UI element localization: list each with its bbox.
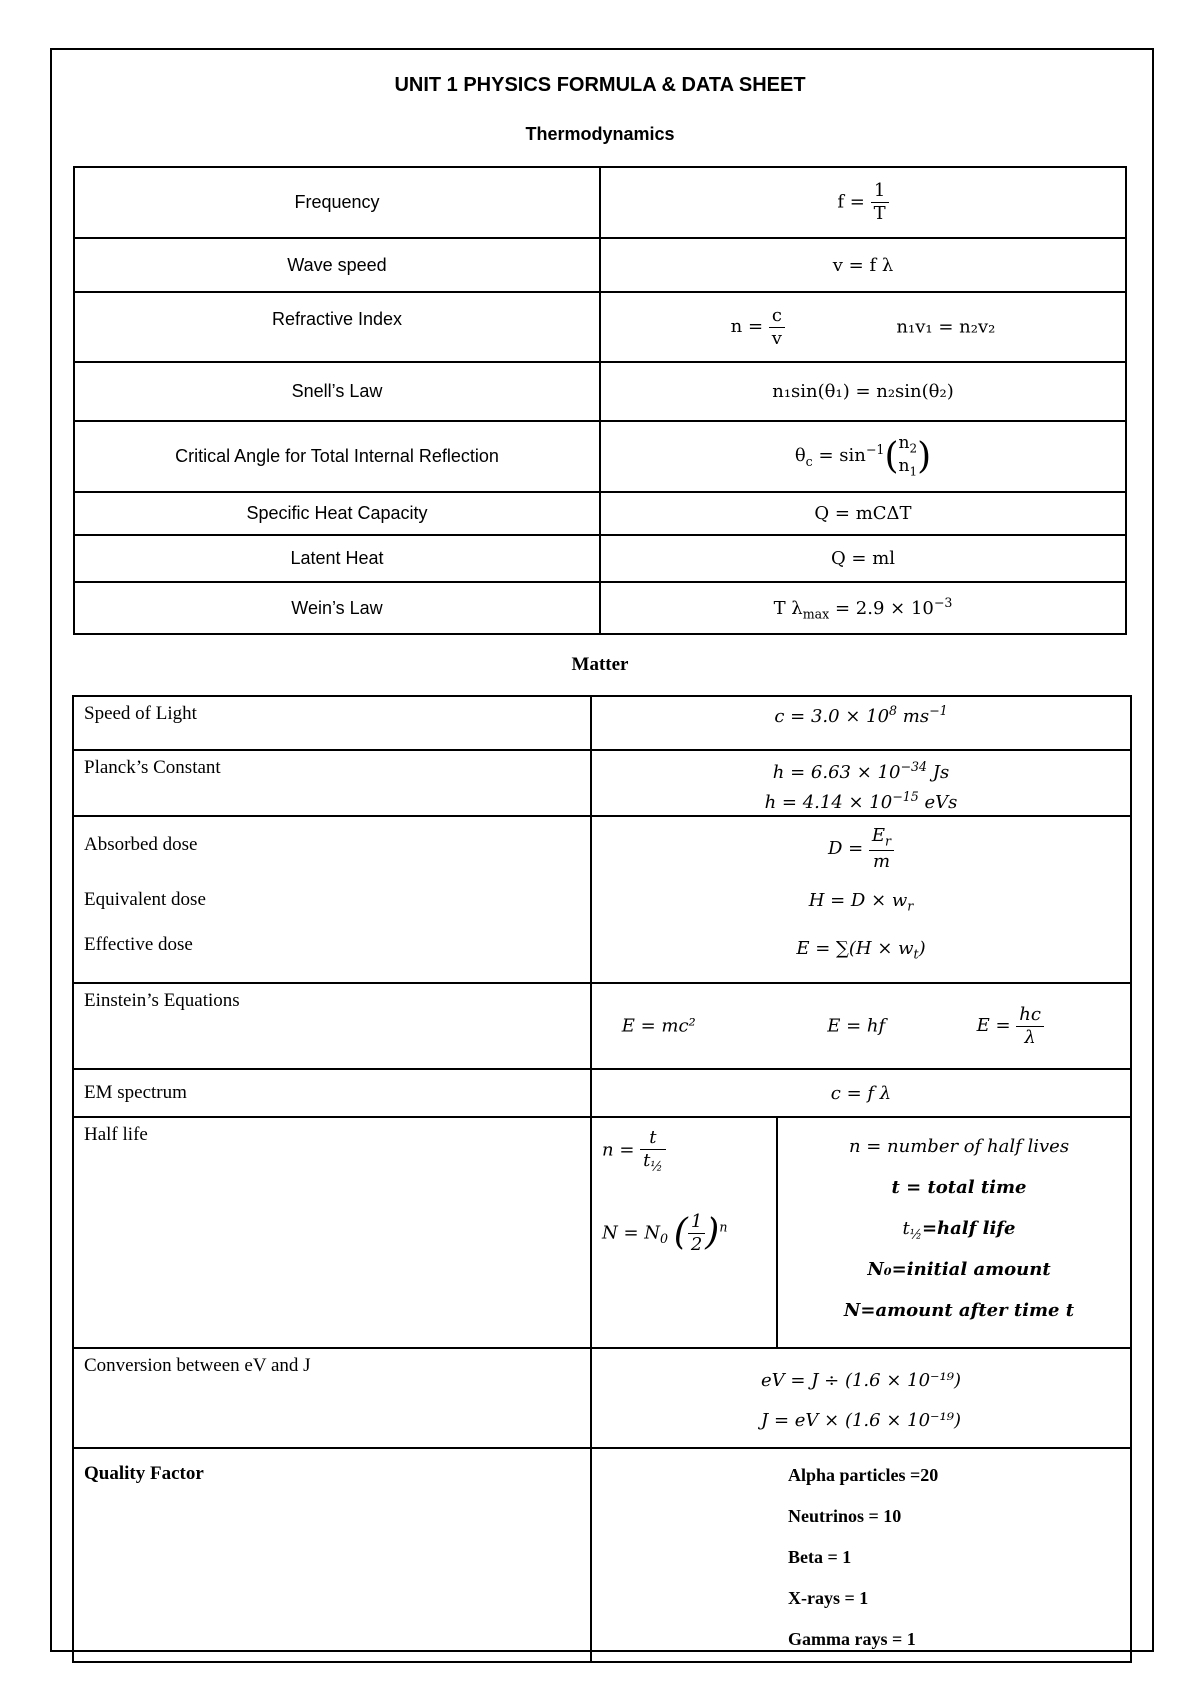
effective-dose-formula: $E = \sum(H \times w_t)$ — [796, 938, 926, 962]
document-title: UNIT 1 PHYSICS FORMULA & DATA SHEET — [394, 74, 806, 96]
plancks-constant-js: $h = 6.63 \times 10^{-34}$ Js — [772, 759, 950, 783]
table-row — [74, 238, 1126, 292]
latent-heat-formula: Q = ml — [600, 535, 1126, 582]
row-label: Conversion between eV and J — [73, 1348, 591, 1448]
absorbed-dose-formula: D = $\frac{E_r}{m}$ — [592, 817, 1130, 881]
speed-of-light-formula: $c = 3.0 \times 10^8$ $ms^{-1}$ — [591, 696, 1131, 750]
joule-conversion-formula: J = eV × (1.6 × 10⁻¹⁹) — [761, 1410, 961, 1431]
quality-factor-item: Gamma rays = 1 — [788, 1629, 916, 1649]
snells-law-formula: n₁sin(θ₁) = n₂sin(θ₂) — [600, 362, 1126, 421]
weins-law-formula: T $\lambda_{max} = 2.9 \times 10^{-3}$ — [600, 582, 1126, 634]
table-row — [73, 696, 1131, 750]
quality-factor-item: Neutrinos = 10 — [788, 1506, 902, 1526]
equivalent-dose-formula: $H = D \times w_r$ — [808, 890, 914, 914]
table-row — [74, 167, 1126, 238]
thermodynamics-heading: Thermodynamics — [525, 124, 675, 144]
table-row — [73, 750, 1131, 816]
row-label: Latent Heat — [74, 535, 600, 582]
row-label: Speed of Light — [73, 696, 591, 750]
plancks-constant-formulas — [591, 750, 1131, 816]
ev-conversion-formula: eV = J ÷ (1.6 × 10⁻¹⁹) — [761, 1370, 961, 1391]
note-item: n = number of half lives — [848, 1136, 1070, 1157]
row-label: Snell’s Law — [74, 362, 600, 421]
table-row — [73, 1069, 1131, 1117]
refractive-index-formula-2: n₁v₁ = n₂v₂ — [896, 316, 996, 337]
row-label: Einstein’s Equations — [73, 983, 591, 1069]
row-label: Half life — [73, 1117, 591, 1348]
refractive-index-formula: n = $\frac{c}{v}$ — [731, 316, 785, 337]
dose-labels — [73, 816, 591, 983]
photon-energy-formula: E = hf — [827, 1015, 886, 1036]
half-life-notes — [777, 1117, 1131, 1348]
matter-table — [72, 695, 1132, 1663]
frequency-formula: f = $\frac{1}{T}$ — [600, 167, 1126, 238]
table-row — [73, 1117, 1131, 1348]
table-row — [74, 362, 1126, 421]
table-row — [73, 1448, 1131, 1662]
note-item: N=amount after time t — [843, 1300, 1075, 1321]
half-life-count-formula: n = $\frac{t}{t_{\frac{1}{2}}}$ — [602, 1128, 776, 1212]
table-row — [74, 582, 1126, 634]
row-label: Planck’s Constant — [73, 750, 591, 816]
matter-heading: Matter — [571, 654, 629, 675]
half-life-formulas — [591, 1117, 777, 1348]
note-item: $t_{\frac{1}{2}}=half$ life — [902, 1218, 1016, 1242]
table-row — [74, 421, 1126, 492]
row-label: Specific Heat Capacity — [74, 492, 600, 535]
quality-factor-values — [591, 1448, 1131, 1662]
note-item: N₀=initial amount — [867, 1259, 1051, 1280]
specific-heat-formula: Q = mCΔT — [600, 492, 1126, 535]
row-label: Quality Factor — [73, 1448, 591, 1662]
refractive-index-formulas — [600, 292, 1126, 362]
note-item: t = total time — [891, 1177, 1027, 1198]
row-label: Critical Angle for Total Internal Reflection — [74, 421, 600, 492]
row-label: Frequency — [74, 167, 600, 238]
table-row — [73, 1348, 1131, 1448]
row-label: Equivalent dose — [84, 889, 206, 910]
remaining-amount-formula: $N = N_0$ ( $\frac{1}{2}$ )$^n$ — [602, 1211, 728, 1255]
table-row — [74, 492, 1126, 535]
table-row — [73, 816, 1131, 983]
wave-speed-formula: v = f λ — [600, 238, 1126, 292]
row-label: Wave speed — [74, 238, 600, 292]
row-label: Absorbed dose — [84, 834, 198, 855]
mass-energy-formula: E = mc² — [621, 1015, 696, 1036]
row-label: EM spectrum — [73, 1069, 591, 1117]
quality-factor-item: Beta = 1 — [788, 1547, 852, 1567]
einstein-formulas — [591, 983, 1131, 1069]
quality-factor-item: Alpha particles =20 — [788, 1465, 939, 1485]
plancks-constant-evs: $h = 4.14 \times 10^{-15}$ eVs — [764, 789, 958, 813]
row-label: Refractive Index — [74, 292, 600, 362]
conversion-formulas — [591, 1348, 1131, 1448]
critical-angle-formula: $\theta_c = \sin^{-1}$( $n_2$ $n_1$ ) — [600, 421, 1126, 492]
photon-wavelength-formula: E = $\frac{hc}{\lambda}$ — [977, 1015, 1044, 1036]
table-row — [74, 292, 1126, 362]
row-label: Effective dose — [84, 934, 193, 955]
dose-formulas — [591, 816, 1131, 983]
table-row — [73, 983, 1131, 1069]
thermodynamics-table — [73, 166, 1127, 635]
quality-factor-item: X-rays = 1 — [788, 1588, 869, 1608]
row-label: Wein’s Law — [74, 582, 600, 634]
em-spectrum-formula: c = f λ — [591, 1069, 1131, 1117]
table-row — [74, 535, 1126, 582]
